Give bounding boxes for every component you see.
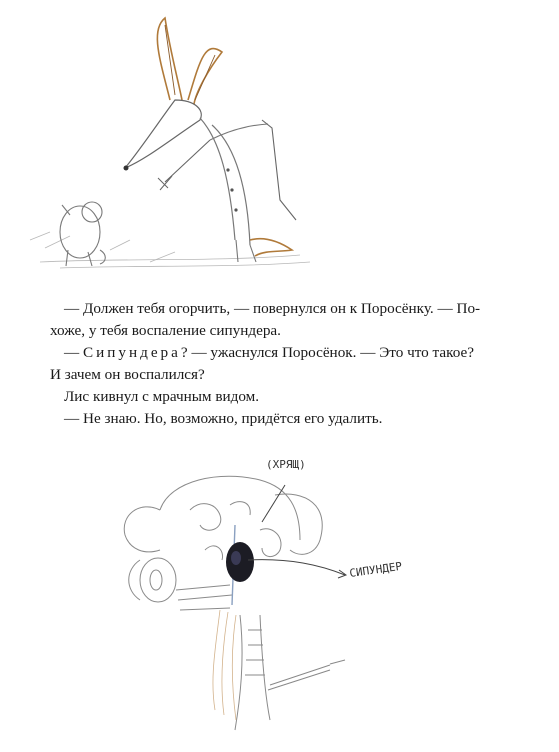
spaced-word: Сипундера bbox=[82, 344, 181, 361]
text-line-5: Лис кивнул с мрачным видом. bbox=[64, 388, 260, 405]
fox-figure bbox=[124, 18, 297, 262]
sipunder-blob bbox=[226, 542, 254, 582]
piglet-anatomy-illustration bbox=[0, 440, 559, 752]
fox-and-piglet-illustration bbox=[0, 0, 559, 290]
label-sipunder: СИПУНДЕР bbox=[348, 559, 403, 580]
text-line-6: — Не знаю. Но, возможно, придётся его удалить. bbox=[64, 410, 383, 427]
text-line-1: — Должен тебя огорчить, — повернулся он к Поросёнку. — По- bbox=[64, 300, 481, 317]
text-line-2: хоже, у тебя воспаление сипундера. bbox=[50, 322, 281, 339]
story-text bbox=[50, 298, 490, 430]
text-line-4: И зачем он воспалился? bbox=[50, 366, 205, 383]
piglet-figure bbox=[60, 202, 105, 266]
label-khryashch: (ХРЯЩ) bbox=[266, 458, 306, 471]
text-line-3: — Сипундера? — ужаснулся Поросёнок. — Это что такое? bbox=[64, 344, 474, 361]
